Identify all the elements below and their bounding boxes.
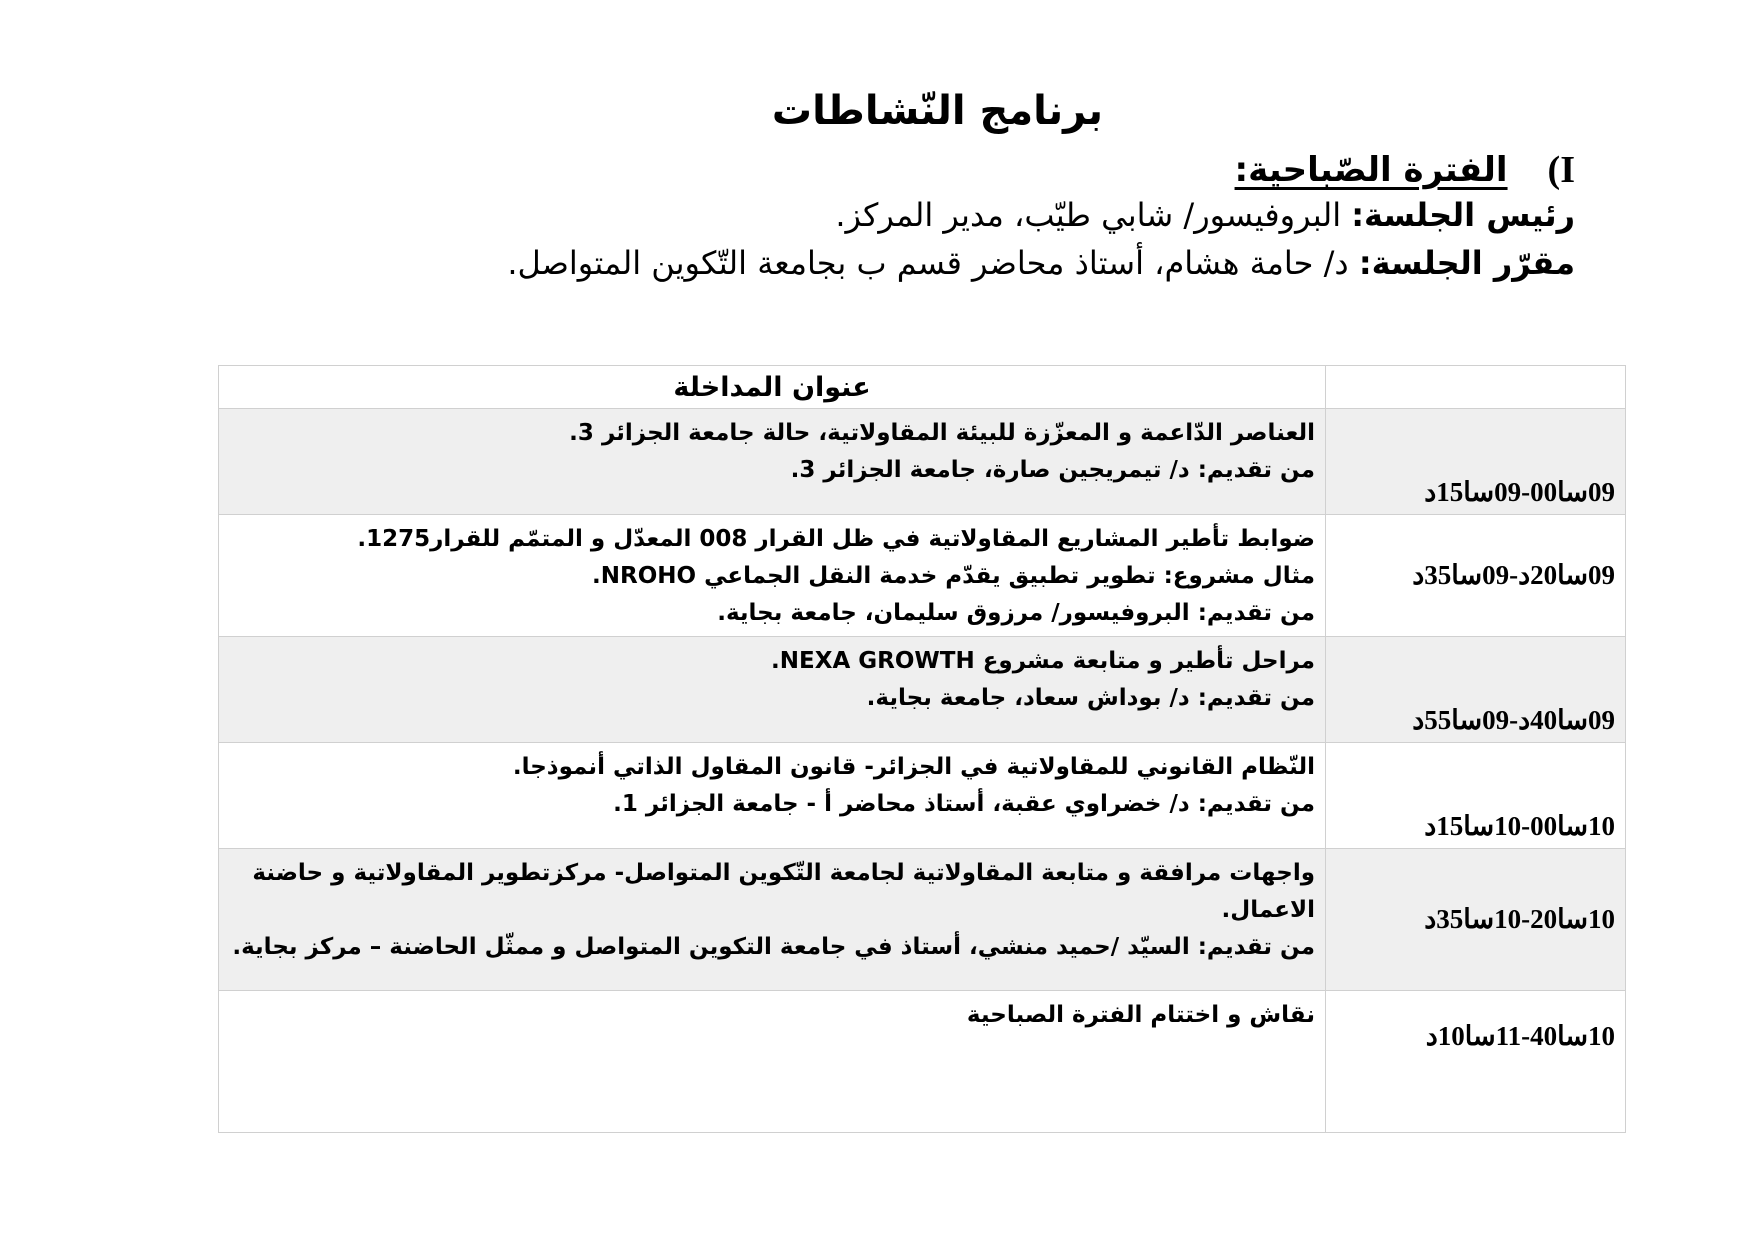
table-row (219, 637, 1626, 743)
page-title: برنامج النّشاطات (771, 88, 1104, 134)
topic-line: من تقديم: د/ خضراوي عقبة، أستاذ محاضر أ - جامعة الجزائر 1. (613, 791, 1315, 817)
topic-line: نقاش و اختتام الفترة الصباحية (966, 1002, 1315, 1028)
session-chair-label: رئيس الجلسة: (1351, 196, 1575, 234)
time-cell: 10سا20-10سا35د (1326, 849, 1626, 991)
time-cell: 10سا40-11سا10د (1326, 991, 1626, 1133)
session-chair (835, 196, 1575, 234)
session-rapporteur (507, 244, 1575, 282)
header-time-cell (1326, 366, 1626, 409)
topic-cell (219, 409, 1326, 515)
table-row (219, 991, 1626, 1133)
topic-cell (219, 991, 1326, 1133)
session-chair-value: البروفيسور/ شابي طيّب، مدير المركز. (835, 196, 1352, 234)
topic-line: من تقديم: السيّد /حميد منشي، أستاذ في جامعة التكوين المتواصل و ممثّل الحاضنة – مركز بجاية. (232, 934, 1315, 960)
session-rapporteur-value: د/ حامة هشام، أستاذ محاضر قسم ب بجامعة التّكوين المتواصل. (507, 244, 1359, 282)
topic-line: مراحل تأطير و متابعة مشروع NEXA GROWTH. (771, 648, 1315, 674)
topic-line: ضوابط تأطير المشاريع المقاولاتية في ظل القرار 008 المعدّل و المتمّم للقرار1275. (357, 526, 1315, 552)
program-table (218, 365, 1626, 1133)
header-topic-cell: عنوان المداخلة (219, 366, 1326, 409)
time-cell: 09سا20د-09سا35د (1326, 515, 1626, 637)
table-row (219, 409, 1626, 515)
topic-cell (219, 515, 1326, 637)
topic-cell (219, 849, 1326, 991)
topic-line: مثال مشروع: تطوير تطبيق يقدّم خدمة النقل الجماعي NROHO. (592, 563, 1315, 589)
topic-line: النّظام القانوني للمقاولاتية في الجزائر- قانون المقاول الذاتي أنموذجا. (512, 754, 1315, 780)
section-label: الفترة الصّباحية: (1234, 150, 1508, 190)
session-rapporteur-label: مقرّر الجلسة: (1358, 244, 1575, 282)
time-cell: 09سا00-09سا15د (1326, 409, 1626, 515)
topic-line: من تقديم: د/ بوداش سعاد، جامعة بجاية. (866, 685, 1315, 711)
table-header-row (219, 366, 1626, 409)
section-number: I) (1547, 149, 1575, 191)
topic-cell (219, 637, 1326, 743)
table-row (219, 515, 1626, 637)
topic-line: العناصر الدّاعمة و المعزّزة للبيئة المقاولاتية، حالة جامعة الجزائر 3. (569, 420, 1315, 446)
section-heading (1235, 148, 1575, 192)
table-row (219, 849, 1626, 991)
topic-cell (219, 743, 1326, 849)
topic-line: من تقديم: البروفيسور/ مرزوق سليمان، جامعة بجاية. (717, 600, 1315, 626)
time-cell: 10سا00-10سا15د (1326, 743, 1626, 849)
time-cell: 09سا40د-09سا55د (1326, 637, 1626, 743)
topic-line: واجهات مرافقة و متابعة المقاولاتية لجامعة التّكوين المتواصل- مركزتطوير المقاولاتية و حاضنة الاعمال. (252, 860, 1315, 923)
topic-line: من تقديم: د/ تيمريجين صارة، جامعة الجزائر 3. (790, 457, 1315, 483)
table-row (219, 743, 1626, 849)
